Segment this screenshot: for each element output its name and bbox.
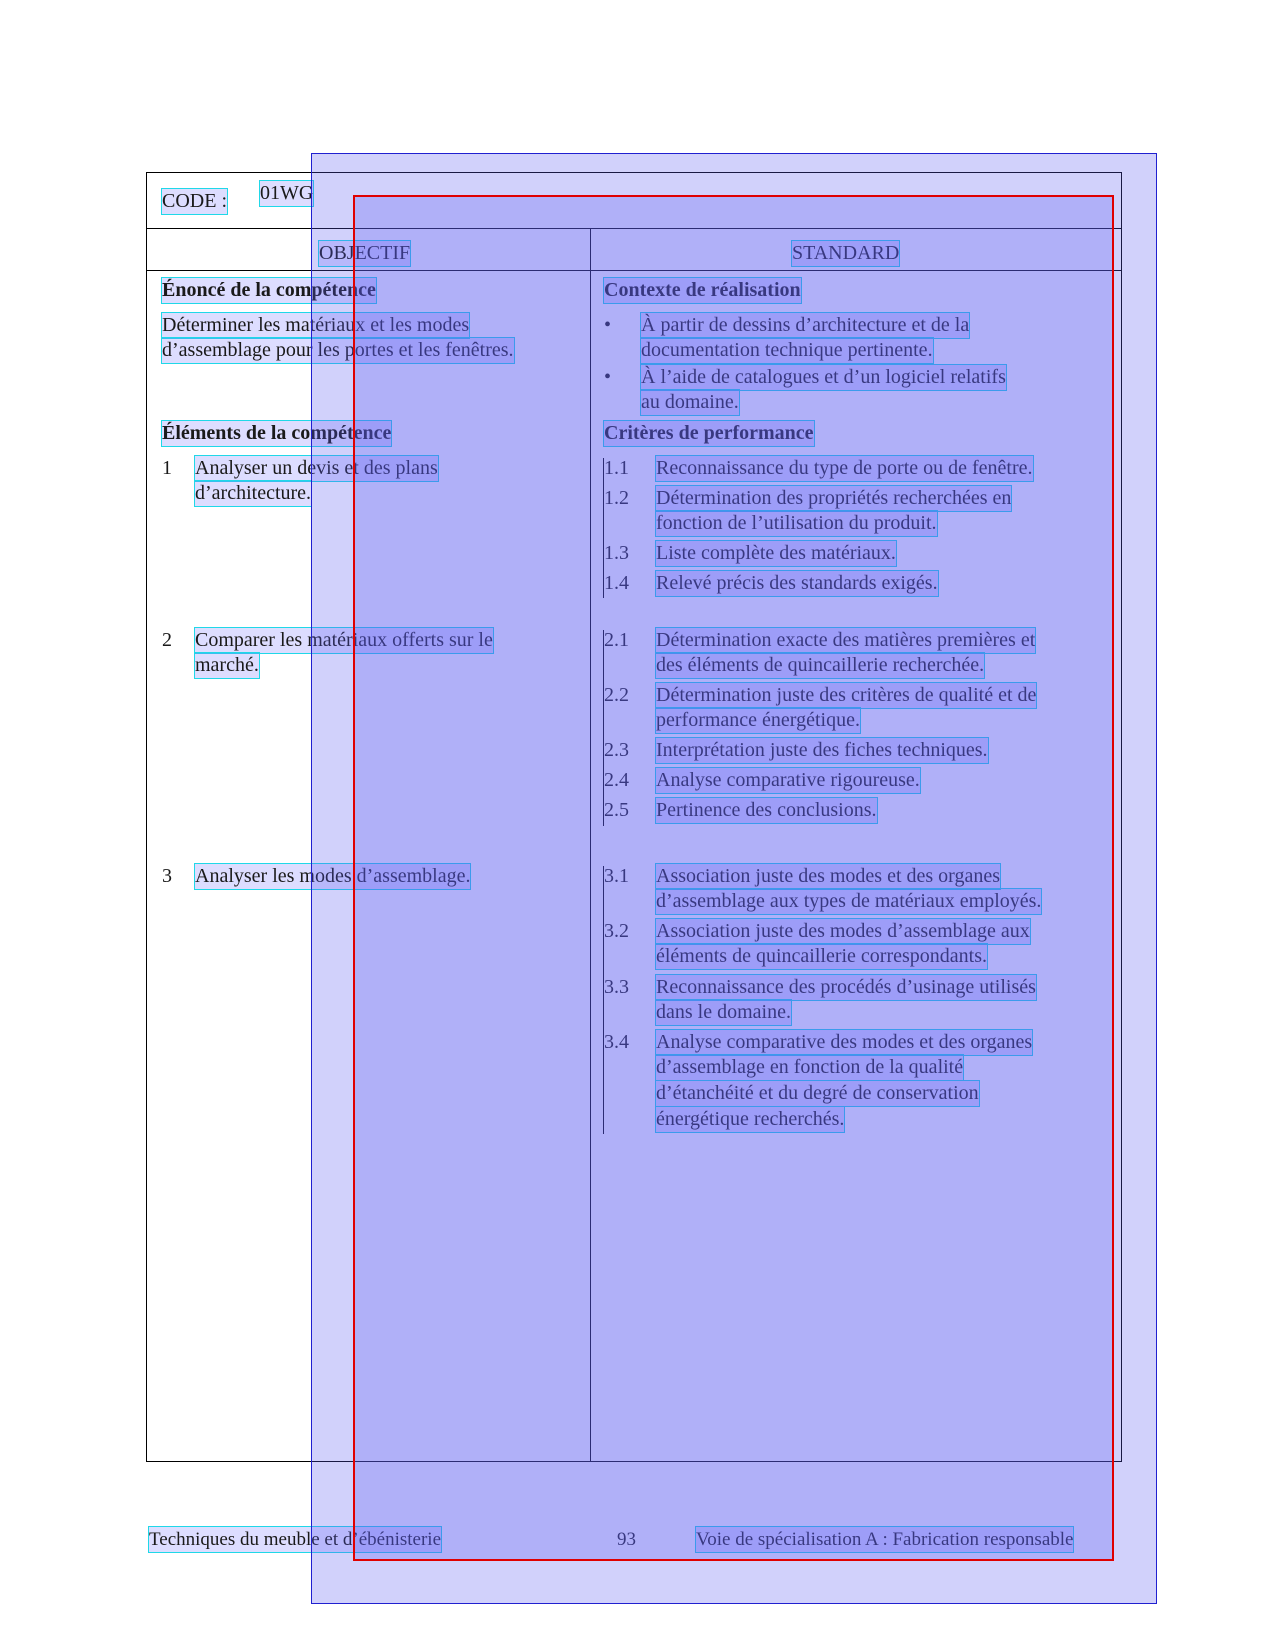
criterion-number: 2.4	[604, 769, 629, 791]
element-line: marché.	[195, 654, 259, 676]
criterion-number: 1.3	[604, 542, 629, 564]
footer-right: Voie de spécialisation A : Fabrication responsable	[696, 1529, 1074, 1550]
context-line: au domaine.	[641, 391, 739, 413]
column-header-objective: OBJECTIF	[319, 242, 411, 264]
context-line: documentation technique pertinente.	[641, 339, 933, 361]
statement-line: d’assemblage pour les portes et les fenêtres.	[162, 339, 514, 361]
criterion-line: Reconnaissance du type de porte ou de fenêtre.	[656, 457, 1033, 479]
elements-title: Éléments de la compétence	[162, 422, 392, 444]
criterion-line: Interprétation juste des fiches techniques.	[656, 739, 988, 761]
criterion-line: des éléments de quincaillerie recherchée.	[656, 654, 985, 676]
statement-title: Énoncé de la compétence	[162, 279, 376, 301]
context-line: À l’aide de catalogues et d’un logiciel relatifs	[641, 366, 1006, 388]
criterion-line: énergétique recherchés.	[656, 1108, 845, 1130]
footer-left: Techniques du meuble et d’ébénisterie	[149, 1529, 442, 1550]
bullet-icon: •	[604, 314, 612, 336]
criterion-line: Pertinence des conclusions.	[656, 799, 877, 821]
element-line: Analyser un devis et des plans	[195, 457, 438, 479]
criterion-line: Association juste des modes et des organes	[656, 865, 1001, 887]
criterion-number: 1.1	[604, 457, 629, 479]
element-line: Analyser les modes d’assemblage.	[195, 865, 471, 887]
criterion-number: 2.3	[604, 739, 629, 761]
element-number: 2	[162, 629, 172, 651]
criterion-line: d’assemblage aux types de matériaux employés.	[656, 890, 1042, 912]
element-line: Comparer les matériaux offerts sur le	[195, 629, 493, 651]
statement-line: Déterminer les matériaux et les modes	[162, 314, 470, 336]
criterion-line: Relevé précis des standards exigés.	[656, 572, 938, 594]
criterion-line: Détermination juste des critères de qualité et de	[656, 684, 1037, 706]
criterion-number: 3.2	[604, 920, 629, 942]
criterion-line: Reconnaissance des procédés d’usinage utilisés	[656, 976, 1036, 998]
criterion-number: 2.5	[604, 799, 629, 821]
criterion-line: fonction de l’utilisation du produit.	[656, 512, 937, 534]
criterion-line: éléments de quincaillerie correspondants.	[656, 945, 987, 967]
criterion-line: Détermination des propriétés recherchées en	[656, 487, 1012, 509]
criterion-line: d’assemblage en fonction de la qualité	[656, 1056, 964, 1078]
criterion-number: 2.1	[604, 629, 629, 651]
criterion-line: Détermination exacte des matières premières et	[656, 629, 1036, 651]
criteria-title: Critères de performance	[604, 422, 814, 444]
criterion-line: dans le domaine.	[656, 1001, 791, 1023]
criterion-number: 3.3	[604, 976, 629, 998]
element-number: 3	[162, 865, 172, 887]
criterion-number: 1.4	[604, 572, 629, 594]
criterion-line: Liste complète des matériaux.	[656, 542, 896, 564]
element-line: d’architecture.	[195, 482, 312, 504]
column-header-standard: STANDARD	[792, 242, 900, 264]
criterion-number: 2.2	[604, 684, 629, 706]
criterion-number: 1.2	[604, 487, 629, 509]
selection-overlay-inner	[353, 195, 1114, 1561]
context-title: Contexte de réalisation	[604, 279, 801, 301]
element-number: 1	[162, 457, 172, 479]
criterion-line: Analyse comparative rigoureuse.	[656, 769, 920, 791]
criterion-line: Association juste des modes d’assemblage aux	[656, 920, 1030, 942]
code-value: 01WG	[260, 182, 314, 204]
context-line: À partir de dessins d’architecture et de la	[641, 314, 970, 336]
criterion-line: performance énergétique.	[656, 709, 860, 731]
criterion-number: 3.4	[604, 1031, 629, 1053]
footer-page-number: 93	[617, 1529, 636, 1550]
criterion-number: 3.1	[604, 865, 629, 887]
bullet-icon: •	[604, 366, 612, 388]
code-label: CODE :	[162, 190, 227, 212]
criterion-line: Analyse comparative des modes et des organes	[656, 1031, 1033, 1053]
criterion-line: d’étanchéité et du degré de conservation	[656, 1082, 979, 1104]
